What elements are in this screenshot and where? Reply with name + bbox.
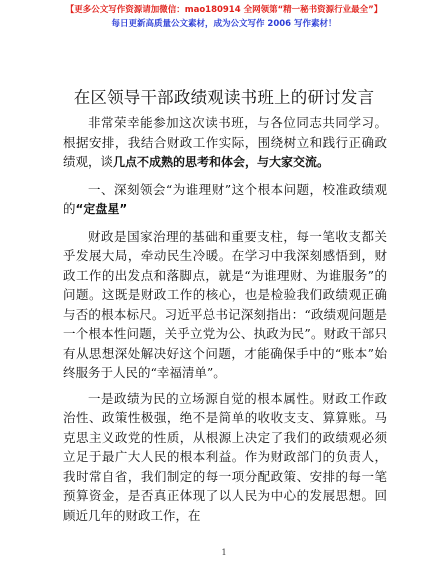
intro-strong-text: 几点不成熟的思考和体会，与大家交流。: [113, 155, 330, 169]
section-1-heading-strong: “定盘星”: [75, 202, 128, 216]
section-1-heading-text: 一、深刻领会“为谁理财”这个根本问题，校准政绩观的: [63, 181, 387, 216]
paragraph-2: 财政是国家治理的基础和重要支柱，每一笔收支都关乎发展大局，牵动民生冷暖。在学习中我深刻感悟到，财政工作的出发点和落脚点，就是“为谁理财、为谁服务”的问题。这既是财政工作的核心，也是检验我们政绩观正确与否的根本标尺。习近平总书记深刻指出：“政绩观问题是一个根本性问题，关乎立党为公、执政为民”。财政干部只有从思想深处解决好这个问题，才能确保手中的“账本”始终服务于人民的“幸福清单”。: [63, 228, 387, 380]
banner-line-1: 【更多公文写作资源请加微信：mao180914 全网领第“精一秘书资源行业最全”】: [65, 5, 383, 15]
document-body: [63, 113, 387, 525]
paragraph-3: 一是政绩为民的立场源自觉的根本属性。财政工作政治性、政策性极强，绝不是简单的收收支支、算算账。马克思主义政党的性质，从根源上决定了我们的政绩观必须立足于最广大人民的根本利益。作为财政部门的负责人，我时常自省，我们制定的每一项分配政策、安排的每一笔预算资金，是否真正体现了以人民为中心的发展思想。回顾近几年的财政工作，在: [63, 390, 387, 523]
banner-line-2: 每日更新高质量公文素材，成为公文写作 2006 写作素材！: [111, 19, 337, 29]
intro-paragraph: [63, 113, 387, 173]
page-number: 1: [221, 548, 227, 557]
promo-banner: [0, 3, 448, 31]
document-title: 在区领导干部政绩观读书班上的研讨发言: [73, 88, 375, 107]
intro-text: 非常荣幸能参加这次读书班，与各位同志共同学习。根据安排，我结合财政工作实际，围绕树立和践行正确政绩观，谈: [63, 115, 387, 169]
section-1-heading: [63, 180, 387, 220]
